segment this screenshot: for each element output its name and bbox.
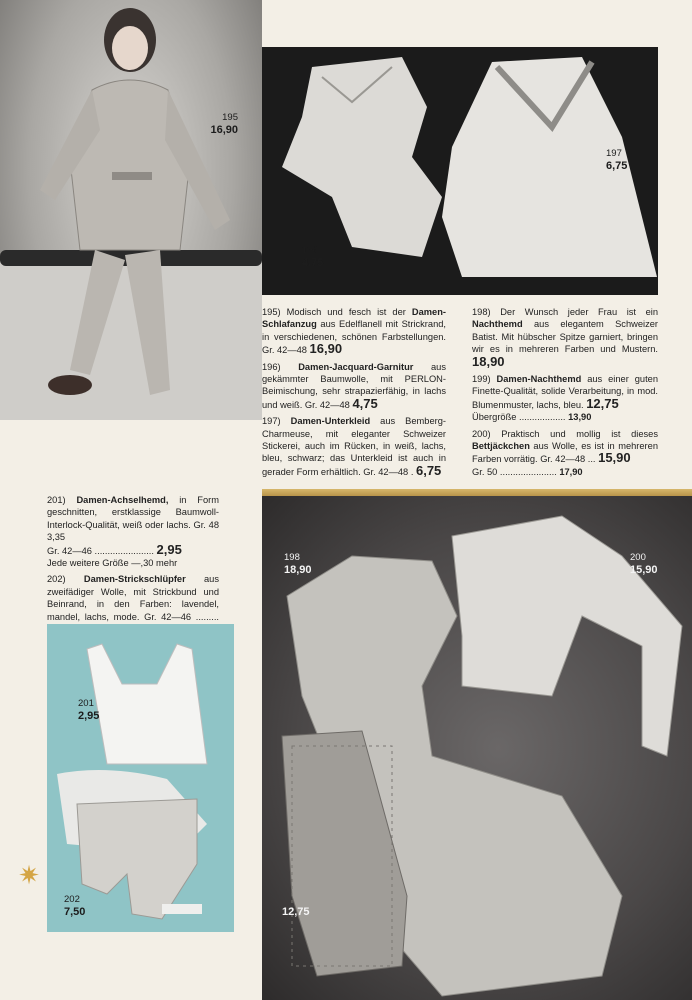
text-column-195-197 — [262, 306, 446, 482]
underwear-illustration — [47, 624, 234, 932]
desc-197: 197) Damen-Unterkleid aus Bemberg-Charmeuse, mit eleganter Schweizer Stickerei, auch im Rücken, in weiß, lachs, bleu, schwarz; das Unterkleid ist auch in gerader Form erhältlich. Gr. 42—48 . 6,75 — [262, 416, 446, 478]
label-196: 196 4,75 — [302, 245, 324, 269]
photo-nightgowns — [262, 496, 692, 1000]
pajama-model-illustration — [0, 0, 262, 420]
desc-201: 201) Damen-Achselhemd, in Form geschnitten, erstklassige Baumwoll-Interlock-Qualität, weiß oder lachs. Gr. 48 3,35 Gr. 42—46 ....................... 2,95 Jede weitere Größe —,30 mehr — [47, 495, 219, 569]
label-195: 195 16,90 — [210, 112, 238, 136]
nightgown-illustration — [262, 496, 692, 1000]
text-column-198-200 — [472, 306, 658, 482]
desc-199: 199) Damen-Nachthemd aus einer guten Finette-Qualität, solide Verarbeitung, in mod. Blumenmuster, lachs, bleu. 12,75 Übergröße .................. 13,90 — [472, 374, 658, 423]
desc-200: 200) Praktisch und mollig ist dieses Bettjäckchen aus Wolle, es ist in mehreren Farben vorrätig. Gr. 42—48 ... 15,90 Gr. 50 ...................... 17,90 — [472, 428, 658, 477]
photo-underwear — [47, 624, 234, 932]
desc-202: 202) Damen-Strickschlüpfer aus zweifädiger Wolle, mit Strickbund und Beinrand, in den Farben: lavendel, mandel, lachs, mode. Gr. 42—46 ......... — [47, 574, 219, 622]
label-198: 198 18,90 — [284, 552, 312, 576]
gold-divider — [262, 489, 692, 496]
desc-196: 196) Damen-Jacquard-Garnitur aus gekämmter Baumwolle, mit PERLON-Beimischung, sehr strapazierfähig, in lachs und weiß. Gr. 42—48 4,75 — [262, 361, 446, 411]
desc-195: 195) Modisch und fesch ist der Damen-Schlafanzug aus Edelflanell mit Strickrand, in verschiedenen, schönen Farbstellungen. Gr. 42—48 16,90 — [262, 307, 446, 357]
label-202: 202 7,50 — [64, 894, 86, 918]
label-201: 201 2,95 — [78, 698, 100, 722]
sparkle-star-icon: ✷ — [18, 860, 40, 890]
photo-pajama-model — [0, 0, 262, 420]
label-199: 12,75 — [282, 906, 310, 918]
label-200: 200 15,90 — [630, 552, 658, 576]
label-197: 197 6,75 — [606, 148, 628, 172]
desc-198: 198) Der Wunsch jeder Frau ist ein Nachthemd aus elegantem Schweizer Batist. Mit hübscher Spitze garniert, bringen wir es in mehreren Farben und Mustern. 18,90 — [472, 307, 658, 369]
